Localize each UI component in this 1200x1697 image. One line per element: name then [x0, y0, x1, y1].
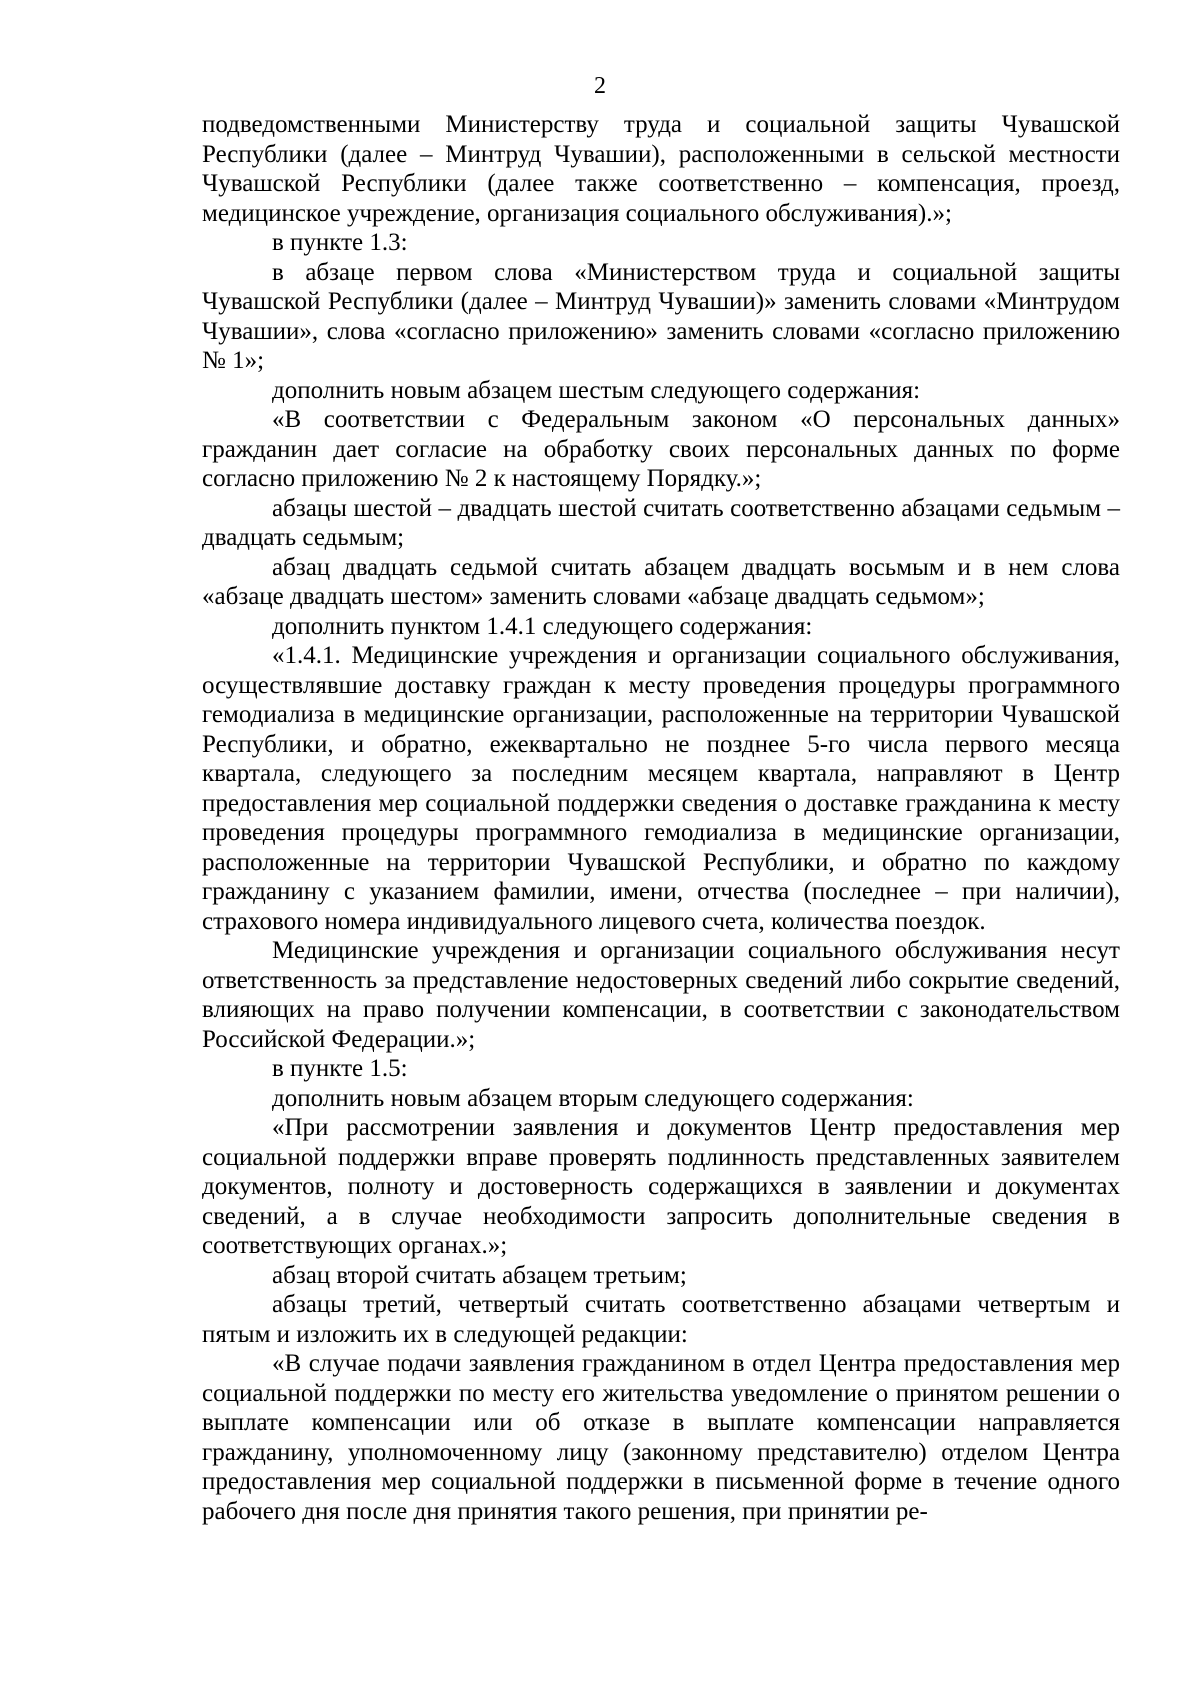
paragraph-16: «В случае подачи заявления гражданином в отдел Центра предоставления мер социальной поддержки по месту его жительства уведомление о принятом решении о выплате компенсации или об отказе в выплате компенсации направляется гражданину, уполномоченному лицу (законному представителю) отделом Центра предоставления мер социальной поддержки в письменной форме в течение одного рабочего дня после дня принятия такого решения, при принятии ре-	[202, 1350, 1120, 1525]
paragraph-2: в пункте 1.3:	[272, 229, 408, 256]
paragraph-10: Медицинские учреждения и организации социального обслуживания несут ответственность за представление недостоверных сведений либо сокрытие сведений, влияющих на право получении компенсации, в соответствии с законодательством Российской Федерации.»;	[202, 937, 1120, 1053]
paragraph-14: абзац второй считать абзацем третьим;	[272, 1261, 687, 1289]
document-body	[202, 110, 1120, 1526]
paragraph-3: в абзаце первом слова «Министерством труда и социальной защиты Чувашской Республики (далее – Минтруд Чувашии)» заменить словами «Минтрудом Чувашии», слова «согласно приложению» заменить словами «согласно приложению № 1»;	[202, 258, 1120, 374]
paragraph-5: «В соответствии с Федеральным законом «О персональных данных» гражданин дает согласие на обработку своих персональных данных по форме согласно приложению № 2 к настоящему Порядку.»;	[202, 406, 1120, 492]
paragraph-12: дополнить новым абзацем вторым следующего содержания:	[272, 1084, 914, 1112]
paragraph-7: абзац двадцать седьмой считать абзацем двадцать восьмым и в нем слова «абзаце двадцать шестом» заменить словами «абзаце двадцать седьмом»;	[202, 553, 1120, 610]
paragraph-1: подведомственными Министерству труда и социальной защиты Чувашской Республики (далее – Минтруд Чувашии), расположенными в сельской местности Чувашской Республики (далее также соответственно – компенсация, проезд, медицинское учреждение, организация социального обслуживания).»;	[202, 111, 1120, 227]
paragraph-11: в пункте 1.5:	[272, 1055, 408, 1082]
paragraph-13: «При рассмотрении заявления и документов Центр предоставления мер социальной поддержки вправе проверять подлинность представленных заявителем документов, полноту и достоверность содержащихся в заявлении и документах сведений, а в случае необходимости запросить дополнительные сведения в соответствующих органах.»;	[202, 1114, 1120, 1259]
paragraph-4: дополнить новым абзацем шестым следующего содержания:	[272, 376, 921, 404]
paragraph-8: дополнить пунктом 1.4.1 следующего содержания:	[272, 612, 813, 640]
paragraph-6: абзацы шестой – двадцать шестой считать соответственно абзацами седьмым – двадцать седьмым;	[202, 494, 1120, 551]
paragraph-9: «1.4.1. Медицинские учреждения и организации социального обслуживания, осуществлявшие доставку граждан к месту проведения процедуры программного гемодиализа в медицинские организации, расположенные на территории Чувашской Республики, и обратно, ежеквартально не позднее 5-го числа первого месяца квартала, следующего за последним месяцем квартала, направляют в Центр предоставления мер социальной поддержки сведения о доставке гражданина к месту проведения процедуры программного гемодиализа в медицинские организации, расположенные на территории Чувашской Республики, и обратно по каждому гражданину с указанием фамилии, имени, отчества (последнее – при наличии), страхового номера индивидуального лицевого счета, количества поездок.	[202, 642, 1120, 935]
page-number: 2	[594, 73, 606, 99]
paragraph-15: абзацы третий, четвертый считать соответственно абзацами четвертым и пятым и изложить их в следующей редакции:	[202, 1291, 1120, 1348]
